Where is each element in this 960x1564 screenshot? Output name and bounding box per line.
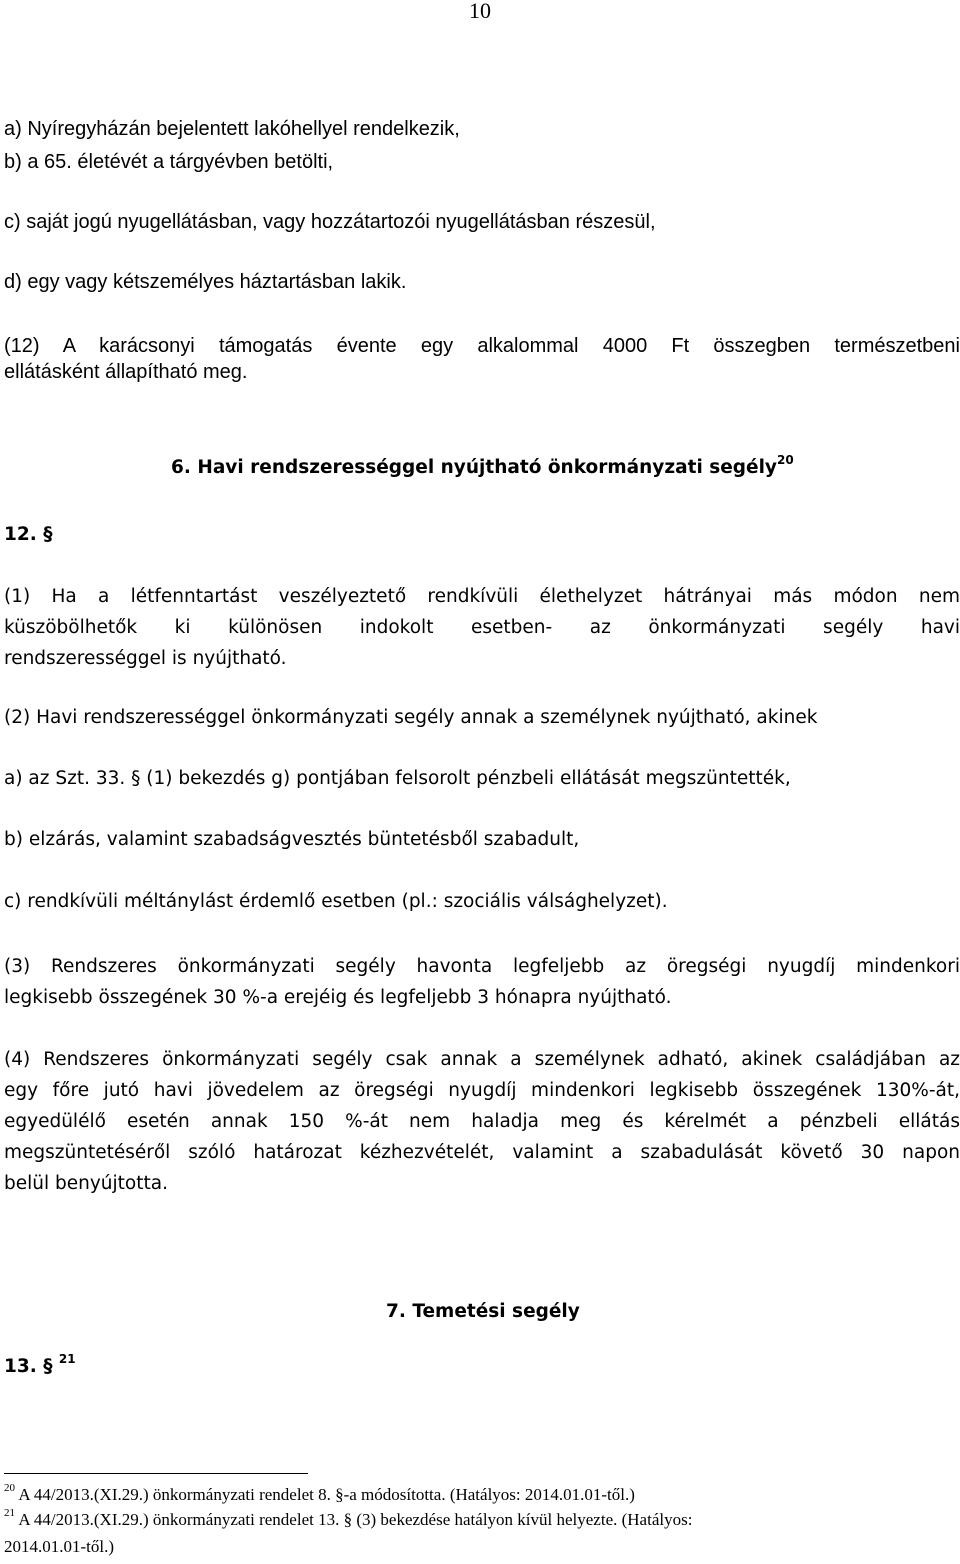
list-item: d) egy vagy kétszemélyes háztartásban lakik. (4, 271, 407, 293)
paragraph-label-text: 13. § (4, 1356, 53, 1377)
list-item: b) elzárás, valamint szabadságvesztés büntetésből szabadult, (4, 829, 580, 850)
list-item: c) saját jogú nyugellátásban, vagy hozzátartozói nyugellátásban részesül, (4, 211, 656, 233)
paragraph-line: (3) Rendszeres önkormányzati segély havonta legfeljebb az öregségi nyugdíj mindenkori (4, 956, 960, 977)
paragraph-2: (2) Havi rendszerességgel önkormányzati segély annak a személynek nyújtható, akinek (4, 707, 818, 728)
footnote-text: A 44/2013.(XI.29.) önkormányzati rendelet 13. § (3) bekezdése hatályon kívül helyezte. (Hatályos: (18, 1510, 693, 1529)
section-heading-text: 6. Havi rendszerességgel nyújtható önkormányzati segély (171, 457, 777, 478)
section-heading (171, 453, 794, 478)
section-heading: 7. Temetési segély (386, 1301, 580, 1322)
paragraph-line: ellátásként állapítható meg. (4, 361, 248, 383)
paragraph-line: legkisebb összegének 30 %-a erejéig és legfeljebb 3 hónapra nyújtható. (4, 987, 672, 1008)
paragraph-label (4, 1352, 76, 1377)
paragraph-line: (1) Ha a létfenntartást veszélyeztető rendkívüli élethelyzet hátrányai más módon nem (4, 586, 960, 607)
footnote-ref: 20 (776, 453, 794, 467)
paragraph-line: rendszerességgel is nyújtható. (4, 648, 287, 669)
list-item: c) rendkívüli méltánylást érdemlő esetben (pl.: szociális válsághelyzet). (4, 891, 668, 912)
paragraph-line: egyedülélő esetén annak 150 %-át nem haladja meg és kérelmét a pénzbeli ellátás (4, 1111, 960, 1132)
footnote-number: 20 (4, 1482, 15, 1494)
footnote-continuation: 2014.01.01-től.) (4, 1537, 115, 1556)
paragraph-line: egy főre jutó havi jövedelem az öregségi nyugdíj mindenkori legkisebb összegének 130%-át, (4, 1080, 960, 1101)
footnote-number: 21 (4, 1507, 15, 1519)
paragraph-line: (4) Rendszeres önkormányzati segély csak annak a személynek adható, akinek családjában az (4, 1049, 960, 1070)
list-item: a) az Szt. 33. § (1) bekezdés g) pontjában felsorolt pénzbeli ellátását megszüntették, (4, 768, 791, 789)
paragraph-1 (4, 581, 960, 674)
paragraph-label: 12. § (4, 524, 53, 545)
footnote-separator (4, 1473, 308, 1474)
paragraph-line: megszüntetéséről szóló határozat kézhezvételét, valamint a szabadulását követő 30 napon (4, 1142, 960, 1163)
list-item: b) a 65. életévét a tárgyévben betölti, (4, 151, 334, 173)
paragraph-4 (4, 1044, 960, 1199)
paragraph-line: belül benyújtotta. (4, 1173, 168, 1194)
footnote (4, 1507, 693, 1530)
paragraph-line: (12) A karácsonyi támogatás évente egy alkalommal 4000 Ft összegben természetbeni (4, 335, 960, 357)
footnote-ref: 21 (58, 1352, 76, 1366)
paragraph-12 (4, 331, 960, 388)
footnote (4, 1482, 635, 1505)
page-number: 10 (469, 0, 491, 23)
list-item: a) Nyíregyházán bejelentett lakóhellyel rendelkezik, (4, 118, 460, 140)
footnote-text: A 44/2013.(XI.29.) önkormányzati rendelet 8. §-a módosította. (Hatályos: 2014.01.01-től.) (18, 1485, 635, 1504)
paragraph-3 (4, 951, 960, 1013)
paragraph-line: küszöbölhetők ki különösen indokolt esetben- az önkormányzati segély havi (4, 617, 960, 638)
